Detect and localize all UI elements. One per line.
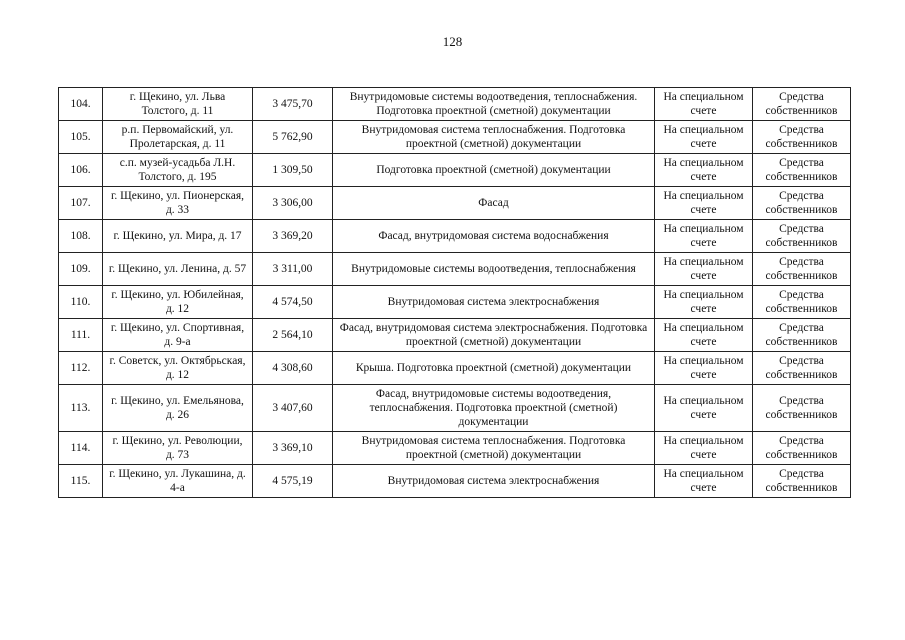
row-number: 109. — [59, 253, 103, 286]
works-cell: Внутридомовые системы водоотведения, теплоснабжения — [333, 253, 655, 286]
account-cell: На специальном счете — [655, 187, 753, 220]
area-cell: 3 369,10 — [253, 432, 333, 465]
table-row — [59, 385, 851, 432]
address-cell: г. Щекино, ул. Лукашина, д. 4-а — [103, 465, 253, 498]
funding-cell: Средства собственников — [753, 121, 851, 154]
account-cell: На специальном счете — [655, 88, 753, 121]
table-row — [59, 121, 851, 154]
works-cell: Подготовка проектной (сметной) документации — [333, 154, 655, 187]
table-row — [59, 319, 851, 352]
table-row — [59, 465, 851, 498]
address-cell: г. Щекино, ул. Ленина, д. 57 — [103, 253, 253, 286]
table-row — [59, 220, 851, 253]
row-number: 104. — [59, 88, 103, 121]
row-number: 106. — [59, 154, 103, 187]
area-cell: 3 306,00 — [253, 187, 333, 220]
table-row — [59, 432, 851, 465]
address-cell: г. Щекино, ул. Мира, д. 17 — [103, 220, 253, 253]
row-number: 113. — [59, 385, 103, 432]
capital-repair-table — [58, 87, 851, 498]
table-row — [59, 154, 851, 187]
row-number: 115. — [59, 465, 103, 498]
works-cell: Внутридомовая система электроснабжения — [333, 286, 655, 319]
table-row — [59, 187, 851, 220]
funding-cell: Средства собственников — [753, 253, 851, 286]
row-number: 111. — [59, 319, 103, 352]
table-row — [59, 352, 851, 385]
row-number: 107. — [59, 187, 103, 220]
works-cell: Фасад, внутридомовые системы водоотведения, теплоснабжения. Подготовка проектной (сметной) документации — [333, 385, 655, 432]
funding-cell: Средства собственников — [753, 465, 851, 498]
funding-cell: Средства собственников — [753, 220, 851, 253]
account-cell: На специальном счете — [655, 319, 753, 352]
funding-cell: Средства собственников — [753, 88, 851, 121]
works-cell: Фасад — [333, 187, 655, 220]
funding-cell: Средства собственников — [753, 432, 851, 465]
works-cell: Внутридомовая система теплоснабжения. Подготовка проектной (сметной) документации — [333, 121, 655, 154]
address-cell: г. Щекино, ул. Спортивная, д. 9-а — [103, 319, 253, 352]
account-cell: На специальном счете — [655, 385, 753, 432]
address-cell: г. Щекино, ул. Пионерская, д. 33 — [103, 187, 253, 220]
row-number: 114. — [59, 432, 103, 465]
area-cell: 2 564,10 — [253, 319, 333, 352]
account-cell: На специальном счете — [655, 352, 753, 385]
works-cell: Крыша. Подготовка проектной (сметной) документации — [333, 352, 655, 385]
works-cell: Фасад, внутридомовая система электроснабжения. Подготовка проектной (сметной) документации — [333, 319, 655, 352]
table-row — [59, 88, 851, 121]
table-row — [59, 286, 851, 319]
account-cell: На специальном счете — [655, 286, 753, 319]
page-number: 128 — [442, 34, 463, 49]
account-cell: На специальном счете — [655, 121, 753, 154]
area-cell: 5 762,90 — [253, 121, 333, 154]
area-cell: 3 311,00 — [253, 253, 333, 286]
account-cell: На специальном счете — [655, 154, 753, 187]
works-cell: Внутридомовые системы водоотведения, теплоснабжения. Подготовка проектной (сметной) документации — [333, 88, 655, 121]
account-cell: На специальном счете — [655, 465, 753, 498]
funding-cell: Средства собственников — [753, 187, 851, 220]
area-cell: 4 574,50 — [253, 286, 333, 319]
funding-cell: Средства собственников — [753, 352, 851, 385]
account-cell: На специальном счете — [655, 253, 753, 286]
area-cell: 4 308,60 — [253, 352, 333, 385]
account-cell: На специальном счете — [655, 432, 753, 465]
address-cell: г. Советск, ул. Октябрьская, д. 12 — [103, 352, 253, 385]
address-cell: с.п. музей-усадьба Л.Н. Толстого, д. 195 — [103, 154, 253, 187]
table-body — [59, 88, 851, 498]
account-cell: На специальном счете — [655, 220, 753, 253]
works-cell: Внутридомовая система электроснабжения — [333, 465, 655, 498]
area-cell: 3 475,70 — [253, 88, 333, 121]
area-cell: 3 407,60 — [253, 385, 333, 432]
funding-cell: Средства собственников — [753, 319, 851, 352]
row-number: 110. — [59, 286, 103, 319]
area-cell: 3 369,20 — [253, 220, 333, 253]
address-cell: р.п. Первомайский, ул. Пролетарская, д. 11 — [103, 121, 253, 154]
address-cell: г. Щекино, ул. Юбилейная, д. 12 — [103, 286, 253, 319]
works-cell: Фасад, внутридомовая система водоснабжения — [333, 220, 655, 253]
address-cell: г. Щекино, ул. Революции, д. 73 — [103, 432, 253, 465]
row-number: 112. — [59, 352, 103, 385]
works-cell: Внутридомовая система теплоснабжения. Подготовка проектной (сметной) документации — [333, 432, 655, 465]
address-cell: г. Щекино, ул. Льва Толстого, д. 11 — [103, 88, 253, 121]
address-cell: г. Щекино, ул. Емельянова, д. 26 — [103, 385, 253, 432]
area-cell: 4 575,19 — [253, 465, 333, 498]
row-number: 108. — [59, 220, 103, 253]
funding-cell: Средства собственников — [753, 286, 851, 319]
row-number: 105. — [59, 121, 103, 154]
funding-cell: Средства собственников — [753, 154, 851, 187]
area-cell: 1 309,50 — [253, 154, 333, 187]
table-row — [59, 253, 851, 286]
funding-cell: Средства собственников — [753, 385, 851, 432]
